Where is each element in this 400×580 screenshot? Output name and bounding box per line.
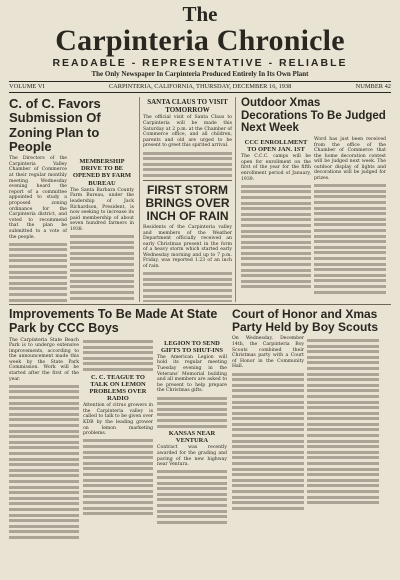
issue-number: NUMBER 42 [355, 83, 391, 90]
article-storm-headline: FIRST STORM BRINGS OVER INCH OF RAIN [145, 182, 230, 223]
article-santa-body: The official visit of Santa Claus to Carpinteria will be made this Saturday at 2 p.m. at the Chamber of Commerce office, and all children, parents and old are urged to be present to greet this spirited arrival. [143, 115, 232, 149]
article-legion-body: The American Legion will hold its regular meeting Tuesday evening in the Veterans' Memorial building and all members are asked to be present to help prepare the Christmas gifts. [157, 354, 227, 394]
article-park-headline: Improvements To Be Made At State Park by CCC Boys [9, 308, 218, 335]
article-lemon-headline: C. C. TEAGUE TO TALK ON LEMON PROBLEMS OVER RADIO [89, 373, 147, 403]
column-left [9, 97, 134, 302]
volume-label: VOLUME VI [9, 83, 45, 90]
article-zoning-body: The Directors of the Carpinteria Valley Chamber of Commerce at their regular monthly meeting Wednesday evening heard the report of a committee appointed to study a proposed zoning ordinance for the Carpinteria district, and voted to recommend that the plan be submitted to a vote of the people. [9, 156, 67, 240]
article-court-body: On Wednesday, December 14th, the Carpinteria Boy Scouts combined their Christmas party with a Court of Honor in the Community Hall. [232, 336, 304, 370]
bottom-columns [9, 308, 391, 558]
article-kansas-body: Contract was recently awarded for the grading and paving of the new highway near Ventura. [157, 445, 227, 468]
top-columns [9, 97, 391, 302]
article-storm-body: Residents of the Carpinteria valley and members of the Weather Department officially received an early Christmas present in the form of a heavy storm which started early Wednesday morning and up to 7 p.m. Friday, was reported 1.23 of an inch of rain. [143, 224, 232, 270]
column-bottom-right [232, 308, 379, 558]
column-bottom-left [9, 308, 227, 558]
article-membership-headline: MEMBERSHIP DRIVE TO BE OPENED BY FARM BUREAU [72, 158, 132, 187]
masthead-tagline: The Only Newspaper In Carpinteria Produced Entirely In Its Own Plant [91, 70, 309, 78]
article-zoning-headline: C. of C. Favors Submission Of Zoning Plan to People [9, 97, 101, 154]
article-ccc-headline: CCC ENROLLMENT TO OPEN JAN. 1ST [244, 138, 308, 154]
article-court-headline: Court of Honor and Xmas Party Held by Boy Scouts [232, 308, 379, 335]
column-middle [139, 97, 236, 302]
article-santa-headline: SANTA CLAUS TO VISIT TOMORROW [147, 98, 228, 114]
article-kansas-headline: KANSAS NEAR VENTURA [168, 430, 216, 445]
date-label: CARPINTERIA, CALIFORNIA, THURSDAY, DECEMBER 16, 1938 [108, 83, 292, 90]
masthead-slogan: READABLE - REPRESENTATIVE - RELIABLE [52, 57, 348, 69]
column-right [241, 97, 388, 302]
dateline-bar [9, 81, 391, 93]
masthead-the: The [182, 2, 218, 26]
article-legion-headline: LEGION TO SEND GIFTS TO SHUT-INS [160, 339, 224, 354]
masthead-title: Carpinteria Chronicle [55, 24, 345, 57]
article-park-body: The Carpinteria State Beach Park is to undergo extensive improvements, according to the announcement made this week by the State Park Commission. Work will be started after the first of the year. [9, 337, 79, 382]
article-lemon-body: Attention of citrus growers in the Carpinteria valley is called to talk to be given over KDB by the leading grower on lemon marketing problems. [83, 403, 153, 437]
article-xmas-body: Word has just been received from the office of the Chamber of Commerce that the home decoration contest will be judged next week. The outdoor display of lights and decorations will be judged for prizes. [314, 136, 386, 182]
article-membership-body: The Santa Barbara County Farm Bureau, under the leadership of Jack Richardson, President, is now seeking to increase its paid membership of about seven hundred farmers in 1938. [70, 187, 134, 232]
article-ccc-body: The C.C.C. camps will be open for enrollment on the first of the year for the fifth enrollment period of January, 1939. [241, 154, 311, 182]
article-xmas-headline: Outdoor Xmas Decorations To Be Judged Next Week [241, 97, 386, 135]
